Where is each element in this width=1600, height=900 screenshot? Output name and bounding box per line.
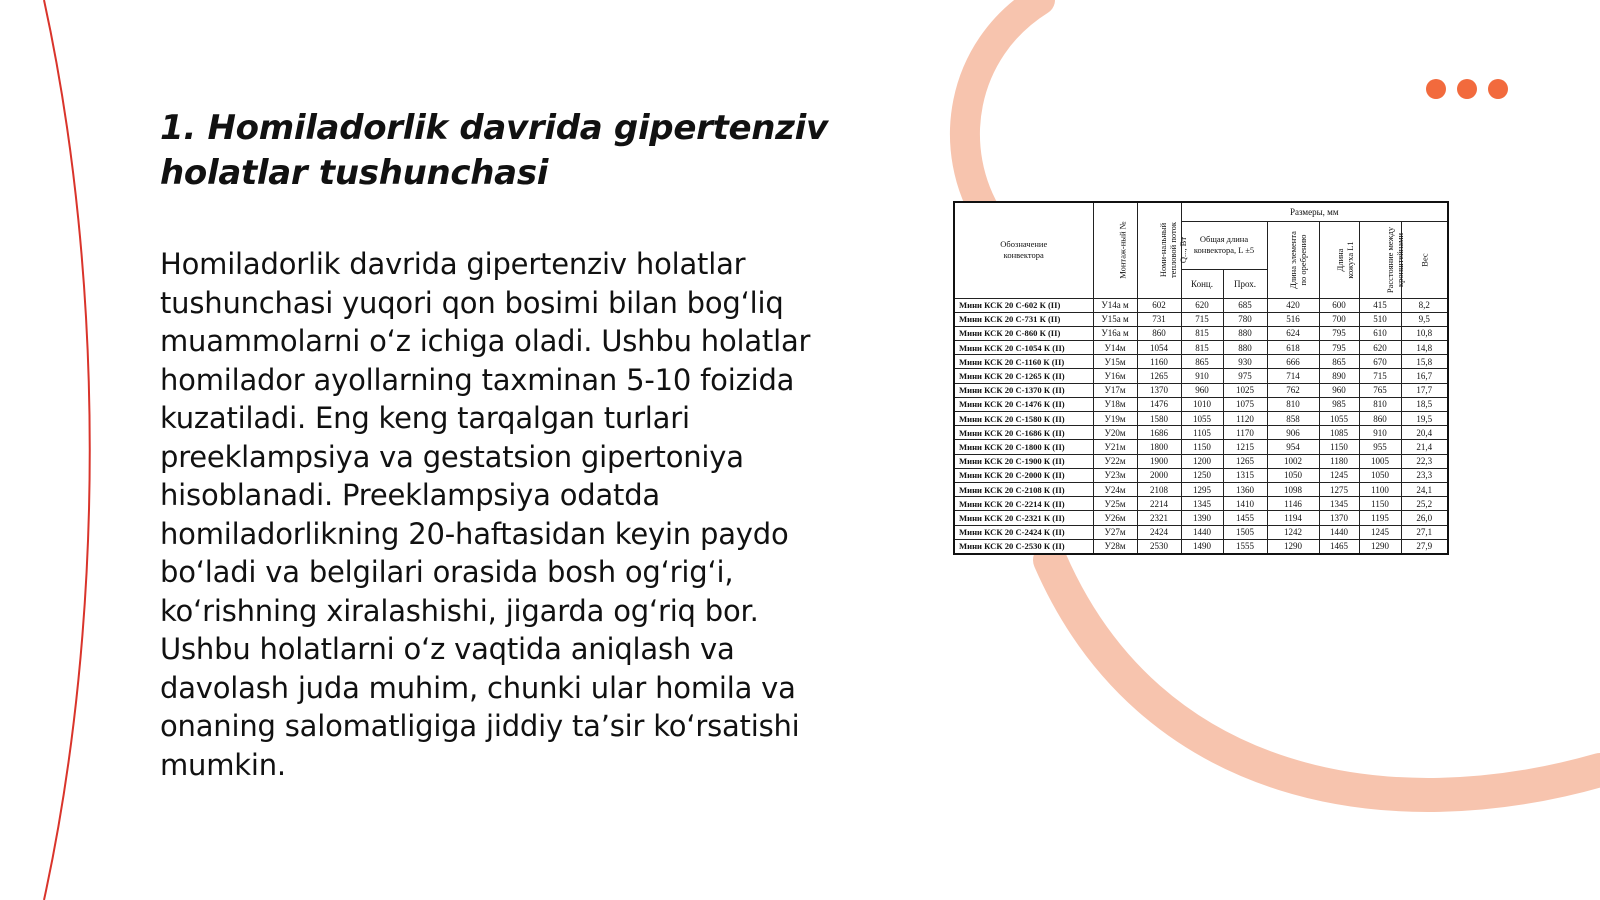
table-cell: 1100 [1359,482,1401,496]
table-cell: У26м [1093,511,1137,525]
table-cell-designation: Мини КСК 20 С-2530 К (II) [954,539,1093,554]
table-cell: 815 [1181,326,1223,340]
table-cell: 415 [1359,298,1401,312]
table-cell: 1390 [1181,511,1223,525]
header-mount-no: Монтаж-ный № [1093,202,1137,298]
table-row [954,511,1448,525]
table-cell: 1345 [1319,497,1359,511]
table-cell: 620 [1181,298,1223,312]
table-cell: 1075 [1223,397,1267,411]
table-cell: 610 [1359,326,1401,340]
table-cell: 1120 [1223,412,1267,426]
table-cell: 600 [1319,298,1359,312]
table-cell: У16м [1093,369,1137,383]
table-cell: 1195 [1359,511,1401,525]
table-cell: 516 [1267,312,1319,326]
table-cell: 1105 [1181,426,1223,440]
table-cell: 26,0 [1401,511,1448,525]
table-cell-designation: Мини КСК 20 С-731 К (II) [954,312,1093,326]
table-cell-designation: Мини КСК 20 С-1800 К (II) [954,440,1093,454]
table-cell: У20м [1093,426,1137,440]
table-row [954,440,1448,454]
table-cell: 960 [1181,383,1223,397]
table-cell: 1370 [1137,383,1181,397]
table-cell: 1170 [1223,426,1267,440]
table-cell: 8,2 [1401,298,1448,312]
table-cell: 1005 [1359,454,1401,468]
table-cell: 985 [1319,397,1359,411]
table-cell: 910 [1359,426,1401,440]
table-cell: 865 [1319,355,1359,369]
header-weight: Вес [1401,221,1448,298]
table-cell: У25м [1093,497,1137,511]
table-cell: 1440 [1319,525,1359,539]
table-cell: 1275 [1319,482,1359,496]
table-cell: 666 [1267,355,1319,369]
table-cell: 1290 [1359,539,1401,554]
table-row [954,412,1448,426]
decorative-dots [1426,79,1508,99]
header-element-length: Длина элемента по оребрению [1267,221,1319,298]
table-cell: 2424 [1137,525,1181,539]
table-cell-designation: Мини КСК 20 С-1686 К (II) [954,426,1093,440]
table-cell: У22м [1093,454,1137,468]
table-cell-designation: Мини КСК 20 С-2000 К (II) [954,468,1093,482]
table-row [954,355,1448,369]
table-cell: 1245 [1319,468,1359,482]
table-cell: 1194 [1267,511,1319,525]
table-cell: 954 [1267,440,1319,454]
table-cell-designation: Мини КСК 20 С-2214 К (II) [954,497,1093,511]
table-cell: 1242 [1267,525,1319,539]
table-cell: 17,7 [1401,383,1448,397]
table-cell: 2108 [1137,482,1181,496]
table-cell-designation: Мини КСК 20 С-1054 К (II) [954,341,1093,355]
header-designation: Обозначение конвектора [954,202,1093,298]
header-total-length: Общая длина конвектора, L ±5 [1181,221,1267,269]
table-row [954,369,1448,383]
table-cell: 14,8 [1401,341,1448,355]
table-cell: 960 [1319,383,1359,397]
table-cell-designation: Мини КСК 20 С-1370 К (II) [954,383,1093,397]
table-cell: 1360 [1223,482,1267,496]
table-cell: 1265 [1223,454,1267,468]
table-cell: 1900 [1137,454,1181,468]
table-cell: 25,2 [1401,497,1448,511]
table-cell: 15,8 [1401,355,1448,369]
table-cell: 1150 [1319,440,1359,454]
dot-icon [1488,79,1508,99]
table-cell: 930 [1223,355,1267,369]
table-cell: У16а м [1093,326,1137,340]
table-cell: 2530 [1137,539,1181,554]
table-cell: 765 [1359,383,1401,397]
table-cell: 1055 [1319,412,1359,426]
table-cell: 1370 [1319,511,1359,525]
table-cell: 1098 [1267,482,1319,496]
table-cell: 10,8 [1401,326,1448,340]
table-cell: 1025 [1223,383,1267,397]
table-cell: 602 [1137,298,1181,312]
dot-icon [1457,79,1477,99]
table-cell: 1505 [1223,525,1267,539]
table-row [954,298,1448,312]
table-row [954,312,1448,326]
table-cell: 1476 [1137,397,1181,411]
table-cell: 24,1 [1401,482,1448,496]
table-cell: 795 [1319,326,1359,340]
table-cell: 685 [1223,298,1267,312]
table-cell-designation: Мини КСК 20 С-2108 К (II) [954,482,1093,496]
table-cell: 1146 [1267,497,1319,511]
table-cell: 860 [1137,326,1181,340]
table-cell: 1800 [1137,440,1181,454]
table-cell: 1295 [1181,482,1223,496]
table-cell: 1002 [1267,454,1319,468]
dot-icon [1426,79,1446,99]
table-cell: 815 [1181,341,1223,355]
table-cell: 1686 [1137,426,1181,440]
table-cell: 810 [1359,397,1401,411]
table-cell-designation: Мини КСК 20 С-1580 К (II) [954,412,1093,426]
table-cell: У24м [1093,482,1137,496]
table-cell: 955 [1359,440,1401,454]
table-cell: 714 [1267,369,1319,383]
table-cell: 20,4 [1401,426,1448,440]
table-cell: 9,5 [1401,312,1448,326]
table-cell: 1054 [1137,341,1181,355]
convector-spec-table [953,201,1449,555]
table-cell: 1455 [1223,511,1267,525]
table-cell: 1150 [1359,497,1401,511]
table-row [954,525,1448,539]
table-row [954,341,1448,355]
table-cell: У17м [1093,383,1137,397]
table-cell: 762 [1267,383,1319,397]
table-cell: У14м [1093,341,1137,355]
table-row [954,397,1448,411]
header-flux: Номи-нальный тепловой поток Q..., Вт [1137,202,1181,298]
table-cell: 715 [1359,369,1401,383]
table-row [954,482,1448,496]
table-row [954,454,1448,468]
table-cell-designation: Мини КСК 20 С-1160 К (II) [954,355,1093,369]
table-cell: 700 [1319,312,1359,326]
table-cell: 910 [1181,369,1223,383]
table-cell: 624 [1267,326,1319,340]
table-cell: 1580 [1137,412,1181,426]
table-cell: 795 [1319,341,1359,355]
header-dimensions: Размеры, мм [1181,202,1448,221]
peach-arc-bottom [1050,560,1600,795]
table-cell: 1050 [1267,468,1319,482]
table-cell: У19м [1093,412,1137,426]
table-cell: У28м [1093,539,1137,554]
left-red-curve [44,0,90,900]
table-cell: 880 [1223,341,1267,355]
table-cell: У15м [1093,355,1137,369]
table-cell: 906 [1267,426,1319,440]
table-row [954,426,1448,440]
header-casing-length: Длина кожуха L1 [1319,221,1359,298]
table-cell: 19,5 [1401,412,1448,426]
table-cell: 780 [1223,312,1267,326]
table-cell: 1345 [1181,497,1223,511]
header-prokh: Прох. [1223,269,1267,298]
table-cell: 18,5 [1401,397,1448,411]
table-cell-designation: Мини КСК 20 С-2424 К (II) [954,525,1093,539]
table-cell-designation: Мини КСК 20 С-1476 К (II) [954,397,1093,411]
table-row [954,468,1448,482]
table-cell: 21,4 [1401,440,1448,454]
table-cell: 1150 [1181,440,1223,454]
table-cell: 1055 [1181,412,1223,426]
table-cell: 1555 [1223,539,1267,554]
table-cell-designation: Мини КСК 20 С-602 К (II) [954,298,1093,312]
table-cell: 16,7 [1401,369,1448,383]
slide-title: 1. Homiladorlik davrida gipertenziv holatlar tushunchasi [160,108,828,193]
table-cell: 618 [1267,341,1319,355]
table-cell: 23,3 [1401,468,1448,482]
table-cell: 1010 [1181,397,1223,411]
table-cell: 2214 [1137,497,1181,511]
table-row [954,326,1448,340]
table-cell-designation: Мини КСК 20 С-1900 К (II) [954,454,1093,468]
table-row [954,383,1448,397]
table-cell: 22,3 [1401,454,1448,468]
table-row [954,497,1448,511]
table-cell: 510 [1359,312,1401,326]
table-cell: 1290 [1267,539,1319,554]
table-cell: 1180 [1319,454,1359,468]
header-bracket-distance: Расстояние между кронштейнами [1359,221,1401,298]
table-cell: 1315 [1223,468,1267,482]
table-cell: У15а м [1093,312,1137,326]
table-cell: У21м [1093,440,1137,454]
header-konc: Конц. [1181,269,1223,298]
table-cell: У18м [1093,397,1137,411]
table-cell: 1465 [1319,539,1359,554]
peach-arc [965,0,1040,220]
table-cell: 27,9 [1401,539,1448,554]
table-cell-designation: Мини КСК 20 С-1265 К (II) [954,369,1093,383]
table-cell: 810 [1267,397,1319,411]
table-cell-designation: Мини КСК 20 С-860 К (II) [954,326,1093,340]
slide-body-text: Homiladorlik davrida gipertenziv holatlar tushunchasi yuqori qon bosimi bilan bog‘liq muammolarni o‘z ichiga oladi. Ushbu holatlar homilador ayollarning taxminan 5-10 foizida kuzatiladi. Eng keng tarqalgan turlari preeklampsiya va gestatsion gipertoniya hisoblanadi. Preeklampsiya odatda homiladorlikning 20-haftasidan keyin paydo bo‘ladi va belgilari orasida bosh og‘rig‘i, ko‘rishning xiralashishi, jigarda og‘riq bor. Ushbu holatlarni o‘z vaqtida aniqlash va davolash juda muhim, chunki ular homila va onaning salomatligiga jiddiy ta’sir ko‘rsatishi mumkin. [160,247,811,782]
table-cell: 890 [1319,369,1359,383]
table-cell: 1215 [1223,440,1267,454]
table-cell: 1490 [1181,539,1223,554]
convector-spec-table-image [953,201,1447,555]
table-cell: 1250 [1181,468,1223,482]
table-cell: 1160 [1137,355,1181,369]
table-cell: 620 [1359,341,1401,355]
table-row [954,539,1448,554]
table-cell: 858 [1267,412,1319,426]
table-cell: 1410 [1223,497,1267,511]
table-cell: У23м [1093,468,1137,482]
table-cell: 1440 [1181,525,1223,539]
table-cell: 670 [1359,355,1401,369]
table-cell: 2321 [1137,511,1181,525]
table-cell: 1200 [1181,454,1223,468]
table-cell: 860 [1359,412,1401,426]
table-cell: 731 [1137,312,1181,326]
table-cell: 880 [1223,326,1267,340]
table-cell: У14а м [1093,298,1137,312]
table-cell: 2000 [1137,468,1181,482]
table-cell: 27,1 [1401,525,1448,539]
table-cell-designation: Мини КСК 20 С-2321 К (II) [954,511,1093,525]
table-cell: 1245 [1359,525,1401,539]
table-cell: 715 [1181,312,1223,326]
table-cell: 975 [1223,369,1267,383]
table-cell: 1265 [1137,369,1181,383]
table-cell: 1050 [1359,468,1401,482]
table-cell: У27м [1093,525,1137,539]
table-cell: 420 [1267,298,1319,312]
table-cell: 1085 [1319,426,1359,440]
table-cell: 865 [1181,355,1223,369]
